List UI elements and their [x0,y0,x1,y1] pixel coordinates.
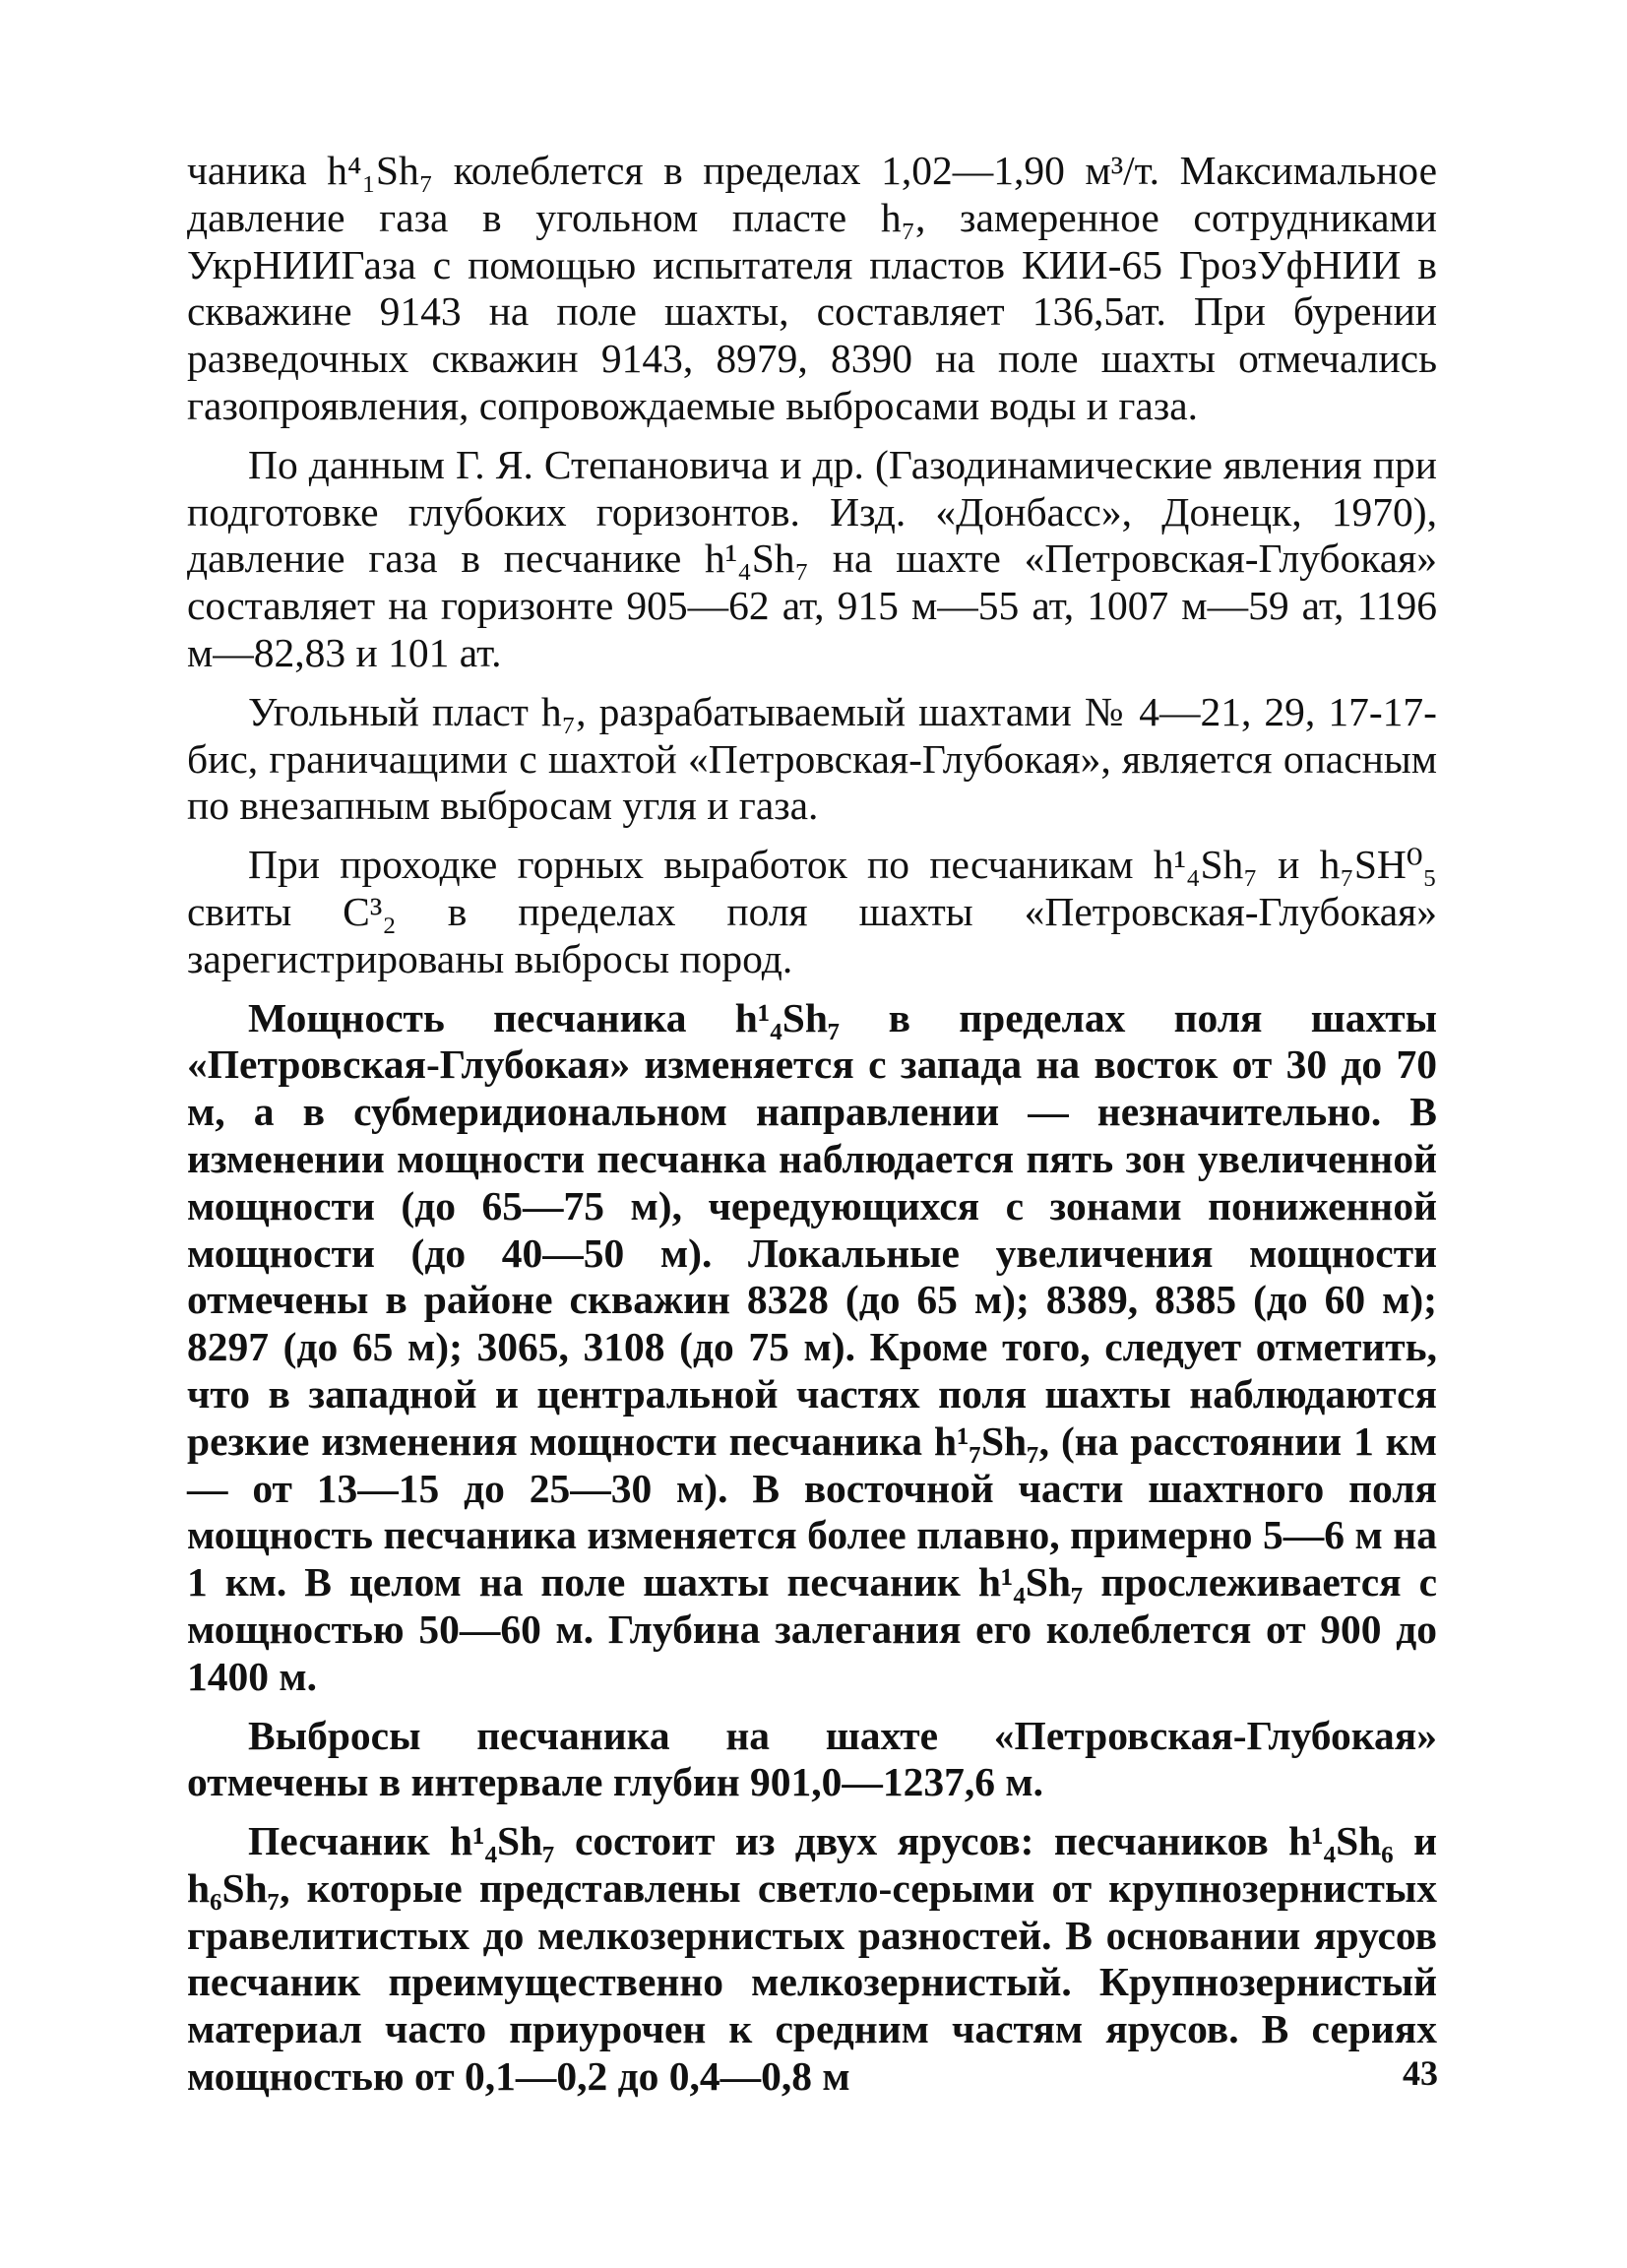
page-number: 43 [1403,2053,1438,2093]
paragraph-7: Песчаник h¹₄Sh₇ состоит из двух ярусов: песчаников h¹₄Sh₆ и h₆Sh₇, которые представлены светло-серыми от крупнозернистых гравелитистых до мелкозернистых разностей. В основании ярусов песчаник преимущественно мелкозернистый. Крупнозернистый материал часто приурочен к средним частям ярусов. В сериях мощностью от 0,1—0,2 до 0,4—0,8 м [187,1818,1437,2100]
paragraph-4: При проходке горных выработок по песчаникам h¹₄Sh₇ и h₇SH⁰₅ свиты C³₂ в пределах поля шахты «Петровская-Глубокая» зарегистрированы выбросы пород. [187,842,1437,981]
page-body [187,148,1437,2112]
paragraph-5: Мощность песчаника h¹₄Sh₇ в пределах поля шахты «Петровская-Глубокая» изменяется с запада на восток от 30 до 70 м, а в субмеридиональном направлении — незначительно. В изменении мощности песчанка наблюдается пять зон увеличенной мощности (до 65—75 м), чередующихся с зонами пониженной мощности (до 40—50 м). Локальные увеличения мощности отмечены в районе скважин 8328 (до 65 м); 8389, 8385 (до 60 м); 8297 (до 65 м); 3065, 3108 (до 75 м). Кроме того, следует отметить, что в западной и центральной частях поля шахты наблюдаются резкие изменения мощности песчаника h¹₇Sh₇, (на расстоянии 1 км — от 13—15 до 25—30 м). В восточной части шахтного поля мощность песчаника изменяется более плавно, примерно 5—6 м на 1 км. В целом на поле шахты песчаник h¹₄Sh₇ прослеживается с мощностью 50—60 м. Глубина залегания его колеблется от 900 до 1400 м. [187,994,1437,1699]
paragraph-1: чаника h⁴₁Sh₇ колеблется в пределах 1,02—1,90 м³/т. Максимальное давление газа в угольном пласте h₇, замеренное сотрудниками УкрНИИГаза с помощью испытателя пластов КИИ-65 ГрозУфНИИ в скважине 9143 на поле шахты, составляет 136,5ат. При бурении разведочных скважин 9143, 8979, 8390 на поле шахты отмечались газопроявления, сопровождаемые выбросами воды и газа. [187,148,1437,428]
paragraph-2: По данным Г. Я. Степановича и др. (Газодинамические явления при подготовке глубоких горизонтов. Изд. «Донбасс», Донецк, 1970), давление газа в песчанике h¹₄Sh₇ на шахте «Петровская-Глубокая» составляет на горизонте 905—62 ат, 915 м—55 ат, 1007 м—59 ат, 1196 м—82,83 и 101 ат. [187,441,1437,675]
paragraph-6: Выбросы песчаника на шахте «Петровская-Глубокая» отмечены в интервале глубин 901,0—1237,6 м. [187,1712,1437,1805]
paragraph-3: Угольный пласт h₇, разрабатываемый шахтами № 4—21, 29, 17-17-бис, граничащими с шахтой «Петровская-Глубокая», является опасным по внезапным выбросам угля и газа. [187,688,1437,829]
